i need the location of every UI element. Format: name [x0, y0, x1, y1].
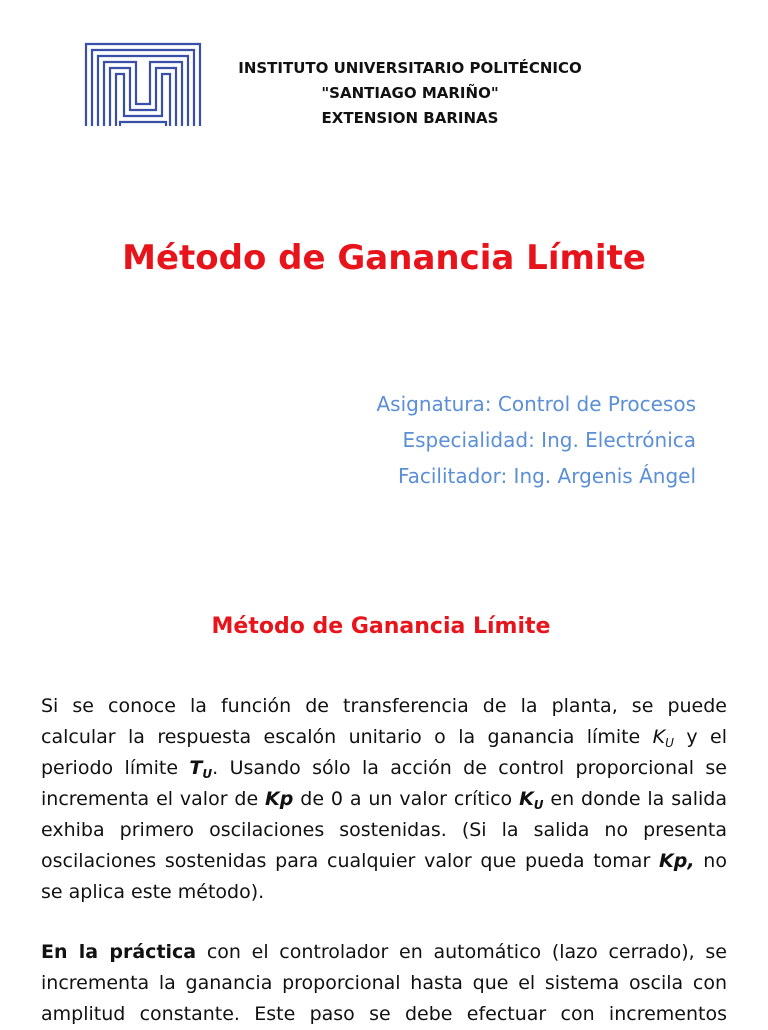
course-subject: Asignatura: Control de Procesos — [376, 392, 696, 416]
p1-line-2: calcular la respuesta escalón unitario o la ganancia límite $K_U$ y el — [41, 726, 727, 750]
paragraph-2 — [41, 937, 727, 1030]
course-info — [377, 386, 697, 494]
institute-name: INSTITUTO UNIVERSITARIO POLITÉCNICO — [238, 59, 582, 77]
p1-line-5: exhiba primero oscilaciones sostenidas. (Si la salida no presenta — [41, 819, 727, 841]
p1-line-7: se aplica este método). — [41, 881, 265, 903]
ku-critical-symbol: $K_U$ — [519, 788, 544, 812]
p1-line-3: periodo límite $T_U$. Usando sólo la acción de control proporcional se — [41, 757, 727, 781]
p2-line-1: En la práctica con el controlador en automático (lazo cerrado), se — [41, 941, 727, 963]
paragraph-1 — [41, 691, 727, 908]
p1-line-6: oscilaciones sostenidas para cualquier valor que pueda tomar Kp, no — [41, 850, 727, 872]
course-facilitator: Facilitador: Ing. Argenis Ángel — [397, 464, 696, 488]
p1-line-4: incrementa el valor de Kp de 0 a un valor crítico $K_U$ en donde la salida — [41, 788, 728, 812]
kp-symbol: Kp — [265, 788, 294, 810]
institute-header — [210, 56, 610, 131]
page-title: Método de Ganancia Límite — [122, 238, 646, 278]
p2-line-3: amplitud constante. Este paso se debe efectuar con incrementos — [41, 1003, 727, 1025]
p1-line-1: Si se conoce la función de transferencia de la planta, se puede — [41, 695, 727, 717]
kp-comma-symbol: Kp, — [659, 850, 695, 872]
institute-subname: "SANTIAGO MARIÑO" — [321, 84, 499, 102]
p2-line-2: incrementa la ganancia proporcional hasta que el sistema oscila con — [41, 972, 727, 994]
tu-symbol: $T_U$ — [189, 757, 213, 781]
iupsm-logo-icon — [84, 42, 202, 128]
institute-extension: EXTENSION BARINAS — [321, 109, 499, 127]
course-specialty: Especialidad: Ing. Electrónica — [402, 428, 696, 452]
ku-symbol: $K_U$ — [652, 726, 674, 750]
section-title: Método de Ganancia Límite — [211, 614, 551, 639]
